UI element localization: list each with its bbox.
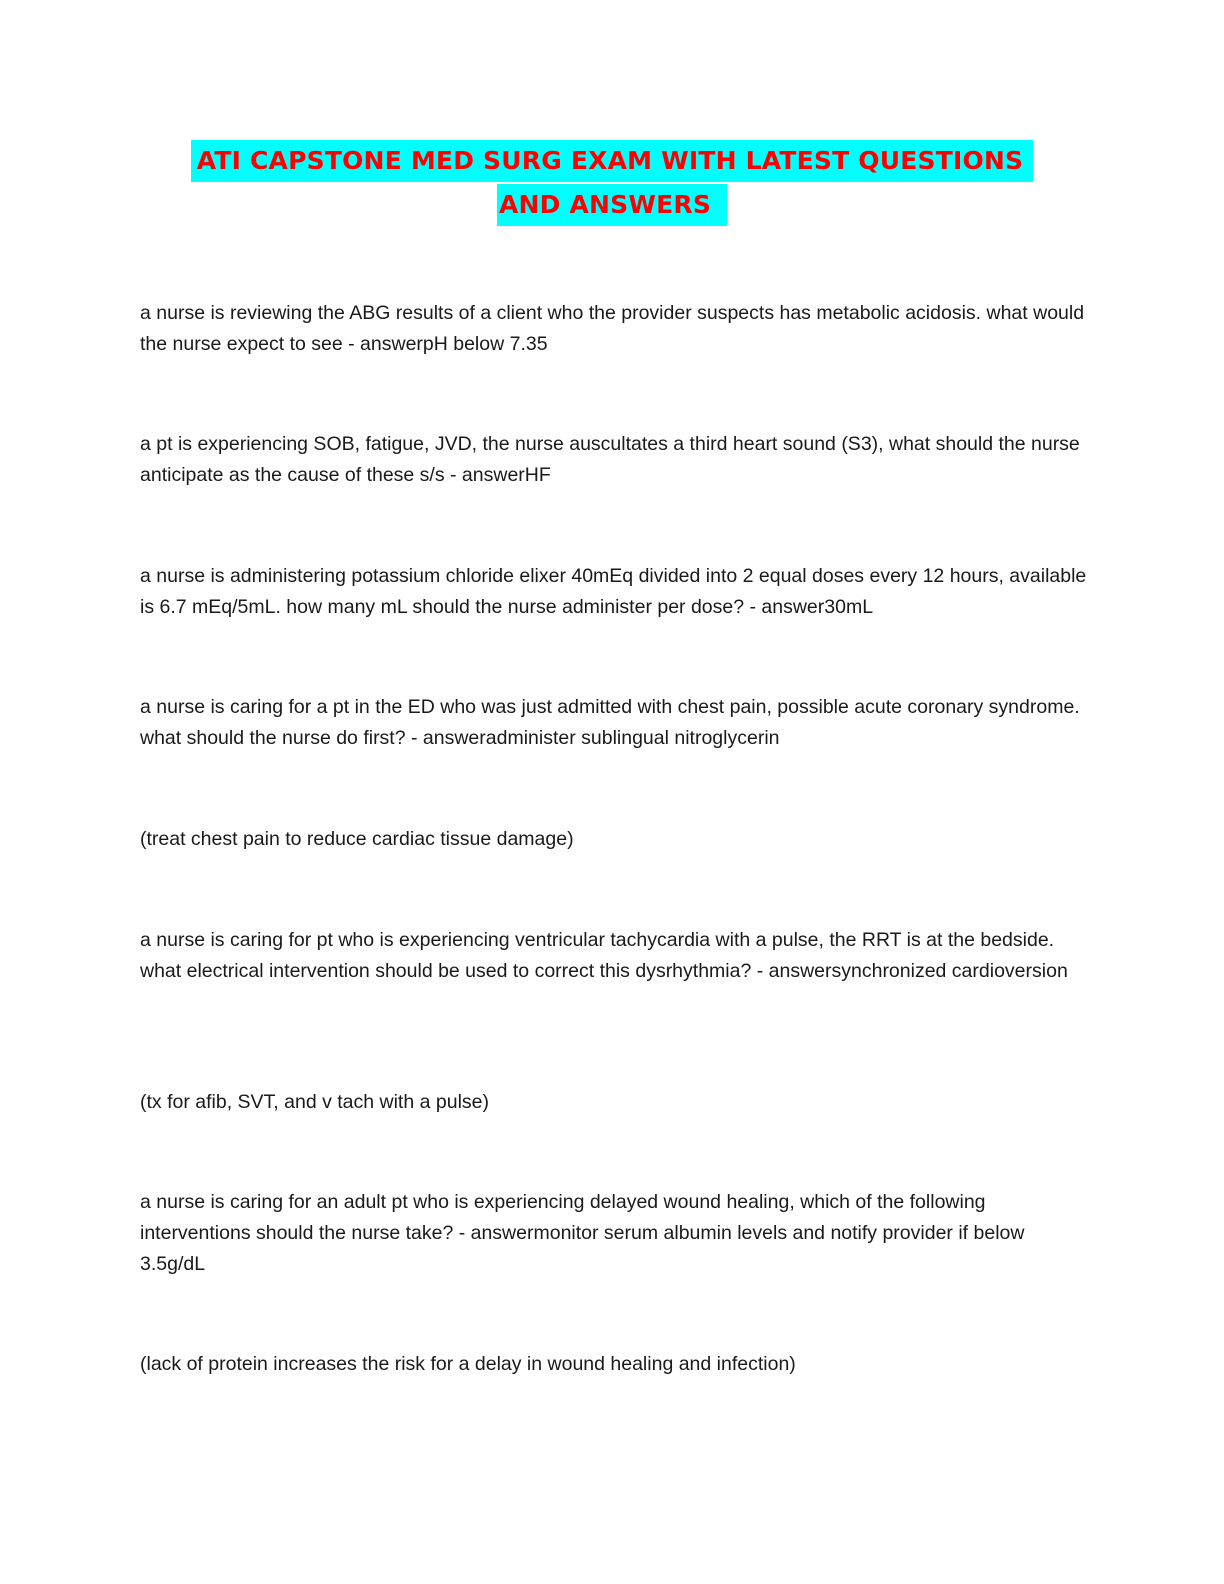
title-line-1: ATI CAPSTONE MED SURG EXAM WITH LATEST QUESTIONS — [191, 140, 1034, 182]
rationale-5: (tx for afib, SVT, and v tach with a pulse) — [140, 1091, 489, 1113]
question-answer-1: a nurse is reviewing the ABG results of a client who the provider suspects has metabolic acidosis. what would the nurse expect to see - answerpH below 7.35 — [140, 302, 1085, 355]
rationale-4: (treat chest pain to reduce cardiac tissue damage) — [140, 828, 574, 850]
question-answer-4: a nurse is caring for a pt in the ED who was just admitted with chest pain, possible acute coronary syndrome. what should the nurse do first? - answeradminister sublingual nitroglycerin — [140, 696, 1080, 749]
question-answer-3: a nurse is administering potassium chloride elixer 40mEq divided into 2 equal doses every 12 hours, available is 6.7 mEq/5mL. how many mL should the nurse administer per dose? - answer30mL — [140, 565, 1087, 618]
question-answer-2: a pt is experiencing SOB, fatigue, JVD, the nurse auscultates a third heart sound (S3), what should the nurse anticipate as the cause of these s/s - answerHF — [140, 433, 1080, 486]
question-answer-6: a nurse is caring for an adult pt who is experiencing delayed wound healing, which of the following interventions should the nurse take? - answermonitor serum albumin levels and notify provider if below 3.5g/dL — [140, 1191, 1025, 1275]
document-title — [0, 140, 1224, 226]
title-line-2: AND ANSWERS — [497, 184, 727, 226]
rationale-6: (lack of protein increases the risk for a delay in wound healing and infection) — [140, 1353, 796, 1375]
question-answer-5: a nurse is caring for pt who is experiencing ventricular tachycardia with a pulse, the RRT is at the bedside. what electrical intervention should be used to correct this dysrhythmia? - answersynchronized cardioversion — [140, 929, 1068, 982]
